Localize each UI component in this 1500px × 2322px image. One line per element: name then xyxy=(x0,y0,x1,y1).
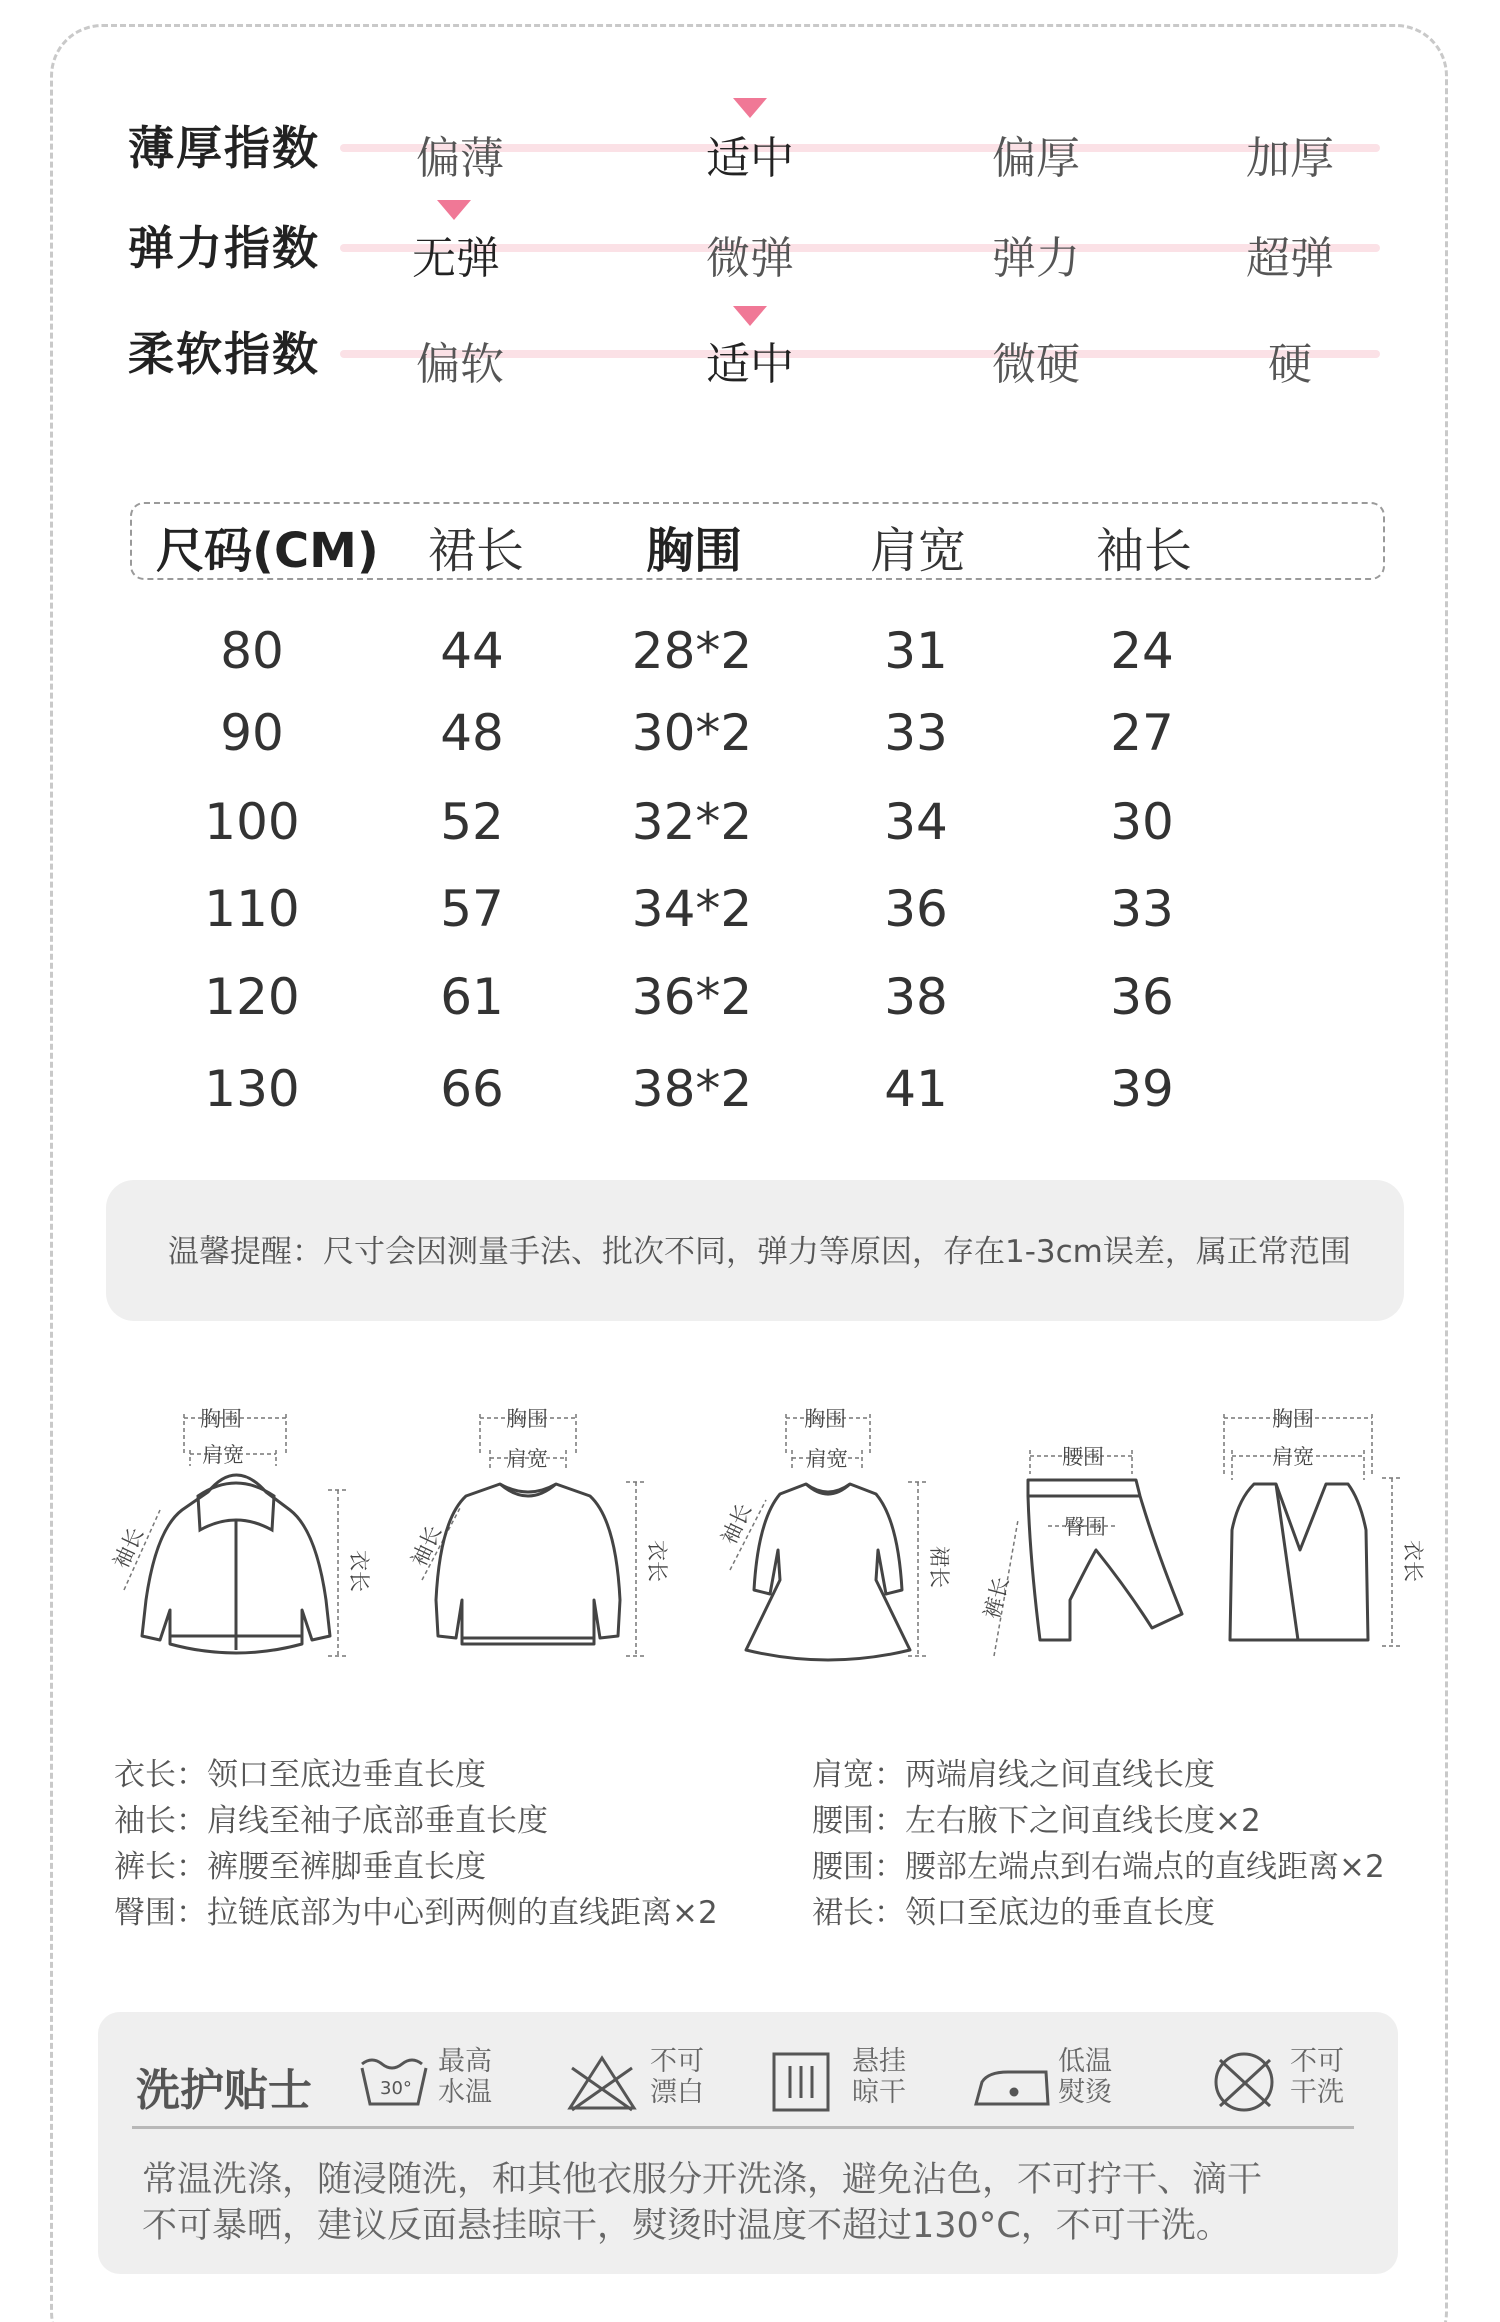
care-divider xyxy=(132,2126,1354,2129)
index-option: 硬 xyxy=(1268,339,1312,390)
length-label: 裤长 xyxy=(979,1574,1014,1622)
jacket-diagram xyxy=(90,1400,380,1670)
index-option: 微硬 xyxy=(992,339,1080,390)
care-text-line: 不可暴晒，建议反面悬挂晾干，熨烫时温度不超过130°C，不可干洗。 xyxy=(142,2206,1231,2246)
size-header-cell: 裙长 xyxy=(427,523,525,579)
measure-cell: 34*2 xyxy=(631,880,753,938)
measure-cell: 52 xyxy=(440,793,504,851)
index-option: 超弹 xyxy=(1246,233,1334,284)
care-label-line: 漂白 xyxy=(650,2077,704,2108)
measure-cell: 61 xyxy=(440,968,504,1026)
care-label-line: 干洗 xyxy=(1290,2077,1344,2108)
measure-cell: 31 xyxy=(884,622,948,680)
no-dry-clean-icon xyxy=(1210,2046,1290,2116)
sleeve-label: 袖长 xyxy=(716,1499,757,1549)
definition-item: 腰围：左右腋下之间直线长度×2 xyxy=(812,1803,1261,1839)
care-title: 洗护贴士 xyxy=(136,2065,312,2116)
size-cell: 100 xyxy=(204,793,300,851)
index-label: 薄厚指数 xyxy=(128,121,320,175)
measure-cell: 66 xyxy=(440,1060,504,1118)
sleeve-label: 袖长 xyxy=(108,1523,149,1573)
index-label: 弹力指数 xyxy=(128,221,320,275)
care-label-line: 最高 xyxy=(438,2046,492,2077)
index-label: 柔软指数 xyxy=(128,327,320,381)
wash-temp: 30° xyxy=(380,2078,412,2099)
length-label: 衣长 xyxy=(1401,1540,1425,1582)
index-option: 加厚 xyxy=(1246,133,1334,184)
definition-item: 腰围：腰部左端点到右端点的直线距离×2 xyxy=(812,1849,1385,1885)
definition-item: 袖长：肩线至袖子底部垂直长度 xyxy=(114,1803,548,1839)
measure-cell: 30 xyxy=(1110,793,1174,851)
low-iron-icon xyxy=(968,2046,1058,2116)
measure-cell: 33 xyxy=(1110,880,1174,938)
length-label: 衣长 xyxy=(347,1550,371,1592)
care-label-line: 不可 xyxy=(650,2046,704,2077)
definition-item: 臀围：拉链底部为中心到两侧的直线距离×2 xyxy=(114,1895,718,1931)
sleeve-label: 袖长 xyxy=(406,1521,447,1571)
size-cell: 80 xyxy=(220,622,284,680)
tip-text: 温馨提醒：尺寸会因测量手法、批次不同，弹力等原因，存在1-3cm误差，属正常范围 xyxy=(168,1234,1351,1270)
index-option: 适中 xyxy=(706,133,794,184)
vest-diagram xyxy=(1200,1400,1425,1670)
measure-cell: 57 xyxy=(440,880,504,938)
size-header-cell: 尺码(CM) xyxy=(156,523,379,579)
measure-cell: 28*2 xyxy=(631,622,753,680)
care-label-line: 悬挂 xyxy=(852,2046,906,2077)
tip-box xyxy=(106,1180,1404,1321)
care-item-label xyxy=(852,2046,932,2108)
hang-dry-icon xyxy=(768,2046,848,2116)
measure-cell: 39 xyxy=(1110,1060,1174,1118)
size-header-cell: 胸围 xyxy=(645,523,743,579)
measure-cell: 34 xyxy=(884,793,948,851)
definition-item: 衣长：领口至底边垂直长度 xyxy=(114,1757,486,1793)
measure-cell: 32*2 xyxy=(631,793,753,851)
elasticity-index-row xyxy=(0,212,1500,292)
dress-diagram xyxy=(670,1400,960,1670)
measure-cell: 38 xyxy=(884,968,948,1026)
length-label: 裙长 xyxy=(927,1546,951,1588)
index-option: 无弹 xyxy=(412,233,500,284)
care-item-label xyxy=(1290,2046,1370,2108)
chest-label: 胸围 xyxy=(804,1407,846,1431)
measure-cell: 36*2 xyxy=(631,968,753,1026)
care-label-line: 晾干 xyxy=(852,2077,906,2108)
measure-cell: 38*2 xyxy=(631,1060,753,1118)
waist-label: 腰围 xyxy=(1062,1445,1104,1469)
measure-cell: 44 xyxy=(440,622,504,680)
size-cell: 110 xyxy=(204,880,300,938)
selected-marker-icon xyxy=(437,200,471,220)
measure-cell: 33 xyxy=(884,704,948,762)
index-option: 适中 xyxy=(706,339,794,390)
measure-cell: 36 xyxy=(884,880,948,938)
size-cell: 130 xyxy=(204,1060,300,1118)
care-item-label xyxy=(650,2046,730,2108)
size-header-cell: 袖长 xyxy=(1095,523,1193,579)
length-label: 衣长 xyxy=(645,1540,669,1582)
thickness-index-row xyxy=(0,112,1500,192)
care-label-line: 不可 xyxy=(1290,2046,1344,2077)
definition-item: 裙长：领口至底边的垂直长度 xyxy=(812,1895,1215,1931)
chest-label: 胸围 xyxy=(506,1407,548,1431)
selected-marker-icon xyxy=(733,98,767,118)
measure-cell: 41 xyxy=(884,1060,948,1118)
index-option: 偏薄 xyxy=(416,133,504,184)
shoulder-label: 肩宽 xyxy=(202,1443,244,1467)
care-text-line: 常温洗涤，随浸随洗，和其他衣服分开洗涤，避免沾色，不可拧干、滴干 xyxy=(142,2160,1263,2200)
wash-30-icon xyxy=(356,2046,436,2116)
care-item-label xyxy=(1058,2046,1138,2108)
shoulder-label: 肩宽 xyxy=(806,1447,848,1471)
shoulder-label: 肩宽 xyxy=(506,1447,548,1471)
size-header-cell: 肩宽 xyxy=(869,523,967,579)
care-label-line: 低温 xyxy=(1058,2046,1112,2077)
care-tips-panel xyxy=(98,2012,1398,2274)
care-item-label xyxy=(438,2046,518,2108)
size-cell: 90 xyxy=(220,704,284,762)
selected-marker-icon xyxy=(733,306,767,326)
index-option: 偏厚 xyxy=(992,133,1080,184)
care-label-line: 熨烫 xyxy=(1058,2077,1112,2108)
measure-cell: 27 xyxy=(1110,704,1174,762)
index-option: 弹力 xyxy=(992,233,1080,284)
definition-item: 裤长：裤腰至裤脚垂直长度 xyxy=(114,1849,486,1885)
definition-item: 肩宽：两端肩线之间直线长度 xyxy=(812,1757,1215,1793)
care-label-line: 水温 xyxy=(438,2077,492,2108)
sweater-diagram xyxy=(380,1400,670,1670)
hip-label: 臀围 xyxy=(1064,1515,1106,1539)
measure-cell: 30*2 xyxy=(631,704,753,762)
pants-diagram xyxy=(960,1400,1200,1670)
chest-label: 胸围 xyxy=(200,1407,242,1431)
index-option: 微弹 xyxy=(706,233,794,284)
index-option: 偏软 xyxy=(416,339,504,390)
measure-cell: 24 xyxy=(1110,622,1174,680)
chest-label: 胸围 xyxy=(1272,1407,1314,1431)
shoulder-label: 肩宽 xyxy=(1272,1445,1314,1469)
size-cell: 120 xyxy=(204,968,300,1026)
no-bleach-icon xyxy=(562,2046,642,2116)
measure-cell: 36 xyxy=(1110,968,1174,1026)
measure-cell: 48 xyxy=(440,704,504,762)
softness-index-row xyxy=(0,318,1500,398)
